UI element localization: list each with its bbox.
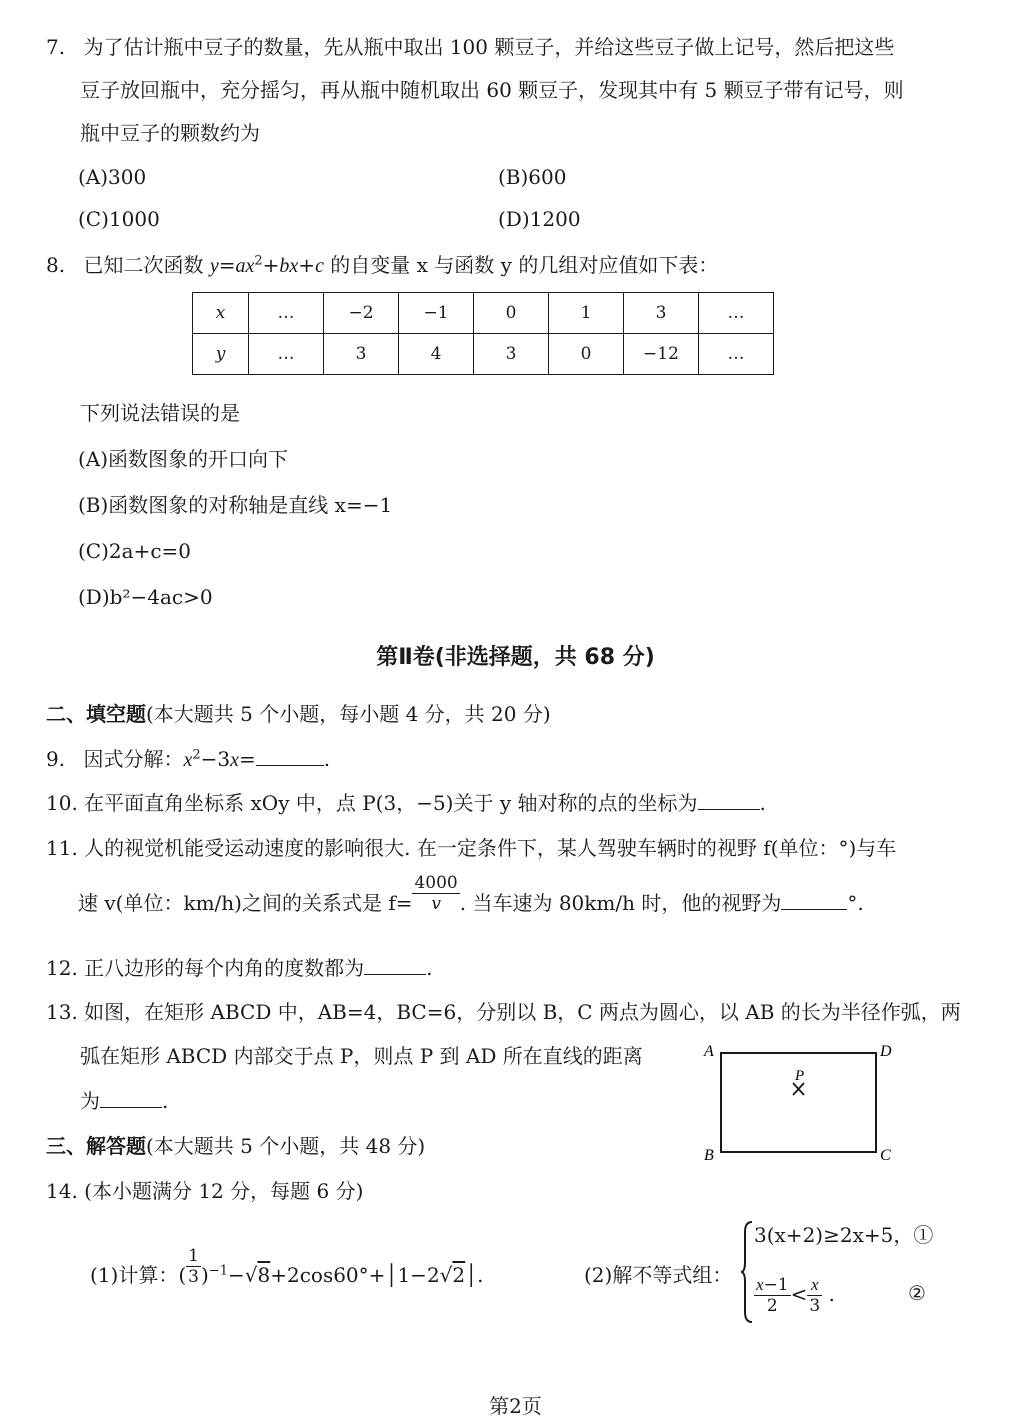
section-2-heading: 第Ⅱ卷(非选择题，共 68 分) (376, 645, 655, 670)
q11-frac-numerator: 4000 (414, 873, 458, 893)
table-cell: 1 (549, 293, 624, 334)
q8-prompt: 下列说法错误的是 (80, 401, 240, 425)
point-p-cross (793, 1083, 804, 1095)
q7-line3: 瓶中豆子的颗数约为 (80, 121, 260, 145)
q14-inequality-2-mark: ② (908, 1281, 926, 1305)
part3-title-line (46, 1133, 425, 1159)
table-row-x (193, 293, 774, 334)
label-c: C (880, 1147, 891, 1164)
system-brace (740, 1220, 754, 1324)
table-cell: 3 (474, 334, 549, 375)
q11-line2 (78, 873, 864, 916)
q8-stem (46, 252, 718, 279)
q8-value-table (192, 292, 774, 375)
q8-stem-post: 的自变量 x 与函数 y 的几组对应值如下表： (323, 253, 719, 277)
q13-line1 (46, 999, 961, 1025)
table-cell: −1 (399, 293, 474, 334)
table-cell: 3 (624, 293, 699, 334)
table-header-x: x (193, 293, 249, 334)
q13-rectangle-figure (700, 1040, 900, 1165)
table-cell: 0 (474, 293, 549, 334)
q13-answer-blank[interactable] (100, 1089, 162, 1108)
q14-desc: (本小题满分 12 分，每题 6 分) (84, 1179, 364, 1203)
q10-text: 在平面直角坐标系 xOy 中，点 P(3，−5)关于 y 轴对称的点的坐标为 (84, 791, 698, 815)
q11-unit: °. (847, 891, 864, 915)
table-cell: … (699, 293, 774, 334)
q12-text: 正八边形的每个内角的度数都为 (84, 956, 365, 980)
q11-text-2-pre: 速 v(单位：km/h)之间的关系式是 f= (78, 891, 413, 915)
q11-frac-denominator: v (431, 894, 441, 914)
q10-number: 10. (46, 791, 78, 815)
q8-option-c: (C)2a+c=0 (78, 539, 191, 563)
q10-line: 10. 在平面直角坐标系 xOy 中，点 P(3，−5)关于 y 轴对称的点的坐标为 . (46, 791, 766, 815)
q8-stem-pre: 已知二次函数 (83, 253, 210, 277)
table-cell: 4 (399, 334, 474, 375)
q12-line: 12. 正八边形的每个内角的度数都为 . (46, 956, 433, 980)
table-cell: … (699, 334, 774, 375)
q7-option-c: (C)1000 (78, 207, 160, 231)
part2-desc: (本大题共 5 个小题，每小题 4 分，共 20 分) (146, 702, 551, 726)
q14-part1-expression: ( $\frac{1}{3}$ )$^{-1}$−√8+2cos60°+│1−2√2│. (178, 1246, 484, 1287)
q13-line2: 弧在矩形 ABCD 内部交于点 P，则点 P 到 AD 所在直线的距离 (80, 1044, 643, 1068)
table-cell: 0 (549, 334, 624, 375)
q14-part1 (90, 1246, 484, 1288)
q7-option-a: (A)300 (78, 165, 147, 189)
q12-number: 12. (46, 956, 78, 980)
q11-answer-blank[interactable] (781, 891, 847, 910)
q14-inequality-1: 3(x+2)≥2x+5，① (754, 1223, 934, 1247)
q7-line1 (46, 34, 894, 60)
label-p: P (795, 1068, 805, 1084)
q11-text-2-post: . 当车速为 80km/h 时，他的视野为 (459, 891, 782, 915)
q14-part1-label: (1)计算： (90, 1263, 179, 1287)
q8-option-a: (A)函数图象的开口向下 (78, 447, 289, 471)
q7-number: 7. (46, 35, 66, 59)
table-cell: … (249, 293, 324, 334)
q11-line1 (46, 835, 896, 861)
q8-number: 8. (46, 253, 66, 277)
q13-line3: 为 . (80, 1089, 169, 1113)
label-a: A (704, 1043, 714, 1060)
q13-text-1: 如图，在矩形 ABCD 中，AB=4，BC=6，分别以 B，C 两点为圆心，以 AB 的长为半径作弧，两 (84, 1000, 961, 1024)
q7-option-d: (D)1200 (498, 207, 581, 231)
q14-number: 14. (46, 1179, 78, 1203)
q10-answer-blank[interactable] (698, 791, 760, 810)
q9-text: 因式分解： (83, 747, 184, 771)
label-b: B (704, 1147, 714, 1164)
q7-line2: 豆子放回瓶中，充分摇匀，再从瓶中随机取出 60 颗豆子，发现其中有 5 颗豆子带有记号，则 (80, 78, 904, 102)
part3-title: 三、解答题 (46, 1134, 146, 1158)
q7-text-1: 为了估计瓶中豆子的数量，先从瓶中取出 100 颗豆子，并给这些豆子做上记号，然后把这些 (83, 35, 895, 59)
q9-line: 9. 因式分解：$x^2-3x=$ . (46, 747, 331, 771)
label-d: D (880, 1043, 892, 1060)
table-cell: … (249, 334, 324, 375)
part3-desc: (本大题共 5 个小题，共 48 分) (146, 1134, 426, 1158)
q8-option-b: (B)函数图象的对称轴是直线 x=−1 (78, 493, 393, 517)
q13-number: 13. (46, 1000, 78, 1024)
q8-function-formula: $y=ax^2+bx+c$ (209, 253, 324, 277)
part2-title: 二、填空题 (46, 702, 146, 726)
q7-option-b: (B)600 (498, 165, 567, 189)
q13-text-3: 为 (80, 1089, 100, 1113)
q11-number: 11. (46, 836, 78, 860)
table-header-y: y (193, 334, 249, 375)
table-row-y (193, 334, 774, 375)
table-cell: −12 (624, 334, 699, 375)
q9-number: 9. (46, 747, 66, 771)
q8-option-d: (D)b²−4ac>0 (78, 585, 213, 609)
q9-formula: $x^2-3x=$ (183, 747, 256, 771)
q11-fraction (412, 873, 459, 914)
q14-inequality-2: $\frac{x-1}{2}$ < $\frac{x}{3}$ . (756, 1275, 835, 1316)
q12-answer-blank[interactable] (364, 956, 426, 975)
table-cell: −2 (324, 293, 399, 334)
part2-title-line (46, 701, 551, 727)
q14-line (46, 1178, 363, 1204)
q14-part2-label: (2)解不等式组： (584, 1263, 733, 1287)
q9-answer-blank[interactable] (256, 747, 324, 766)
table-cell: 3 (324, 334, 399, 375)
page-number: 第2页 (489, 1394, 542, 1418)
q11-text-1: 人的视觉机能受运动速度的影响很大. 在一定条件下，某人驾驶车辆时的视野 f(单位：°)与车 (84, 836, 897, 860)
